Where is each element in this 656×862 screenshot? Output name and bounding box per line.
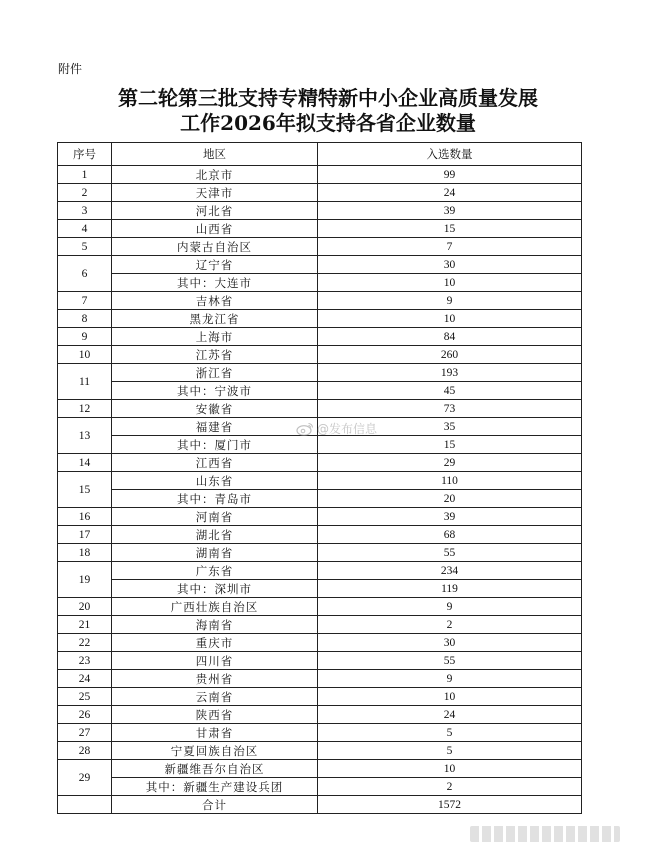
table-subrow xyxy=(58,490,582,508)
row-region: 宁夏回族自治区 xyxy=(112,742,318,760)
table-row xyxy=(58,238,582,256)
row-seq: 12 xyxy=(58,400,112,418)
weibo-icon xyxy=(296,422,314,436)
row-count: 39 xyxy=(318,508,582,526)
table-row xyxy=(58,292,582,310)
watermark-text: @发布信息 xyxy=(317,422,378,436)
table-row xyxy=(58,634,582,652)
row-region: 湖南省 xyxy=(112,544,318,562)
row-region: 山东省 xyxy=(112,472,318,490)
row-seq: 2 xyxy=(58,184,112,202)
row-count: 24 xyxy=(318,706,582,724)
row-count: 15 xyxy=(318,436,582,454)
table-row xyxy=(58,328,582,346)
row-region: 其中：厦门市 xyxy=(112,436,318,454)
table-row xyxy=(58,400,582,418)
row-seq: 10 xyxy=(58,346,112,364)
table-row xyxy=(58,184,582,202)
row-region: 河南省 xyxy=(112,508,318,526)
table-subrow xyxy=(58,382,582,400)
row-region: 其中：新疆生产建设兵团 xyxy=(112,778,318,796)
row-region: 其中：青岛市 xyxy=(112,490,318,508)
row-seq: 18 xyxy=(58,544,112,562)
table-subrow xyxy=(58,436,582,454)
row-region: 重庆市 xyxy=(112,634,318,652)
row-count: 10 xyxy=(318,688,582,706)
row-seq: 5 xyxy=(58,238,112,256)
row-region: 福建省 xyxy=(112,418,318,436)
row-count: 10 xyxy=(318,760,582,778)
row-seq: 17 xyxy=(58,526,112,544)
row-count: 73 xyxy=(318,400,582,418)
row-count: 55 xyxy=(318,544,582,562)
table-row xyxy=(58,562,582,580)
row-region: 其中：宁波市 xyxy=(112,382,318,400)
row-region: 辽宁省 xyxy=(112,256,318,274)
row-seq: 8 xyxy=(58,310,112,328)
table-row xyxy=(58,652,582,670)
total-seq-cell xyxy=(58,796,112,814)
row-count: 9 xyxy=(318,598,582,616)
table-subrow xyxy=(58,580,582,598)
row-count: 10 xyxy=(318,310,582,328)
row-seq: 3 xyxy=(58,202,112,220)
table-row xyxy=(58,166,582,184)
table-header-row xyxy=(58,143,582,166)
row-seq: 14 xyxy=(58,454,112,472)
row-count: 55 xyxy=(318,652,582,670)
table-total-row xyxy=(58,796,582,814)
table-subrow xyxy=(58,778,582,796)
row-seq: 24 xyxy=(58,670,112,688)
row-count: 2 xyxy=(318,778,582,796)
row-region: 其中：深圳市 xyxy=(112,580,318,598)
table-row xyxy=(58,724,582,742)
row-region: 其中：大连市 xyxy=(112,274,318,292)
row-seq: 13 xyxy=(58,418,112,454)
table-row xyxy=(58,220,582,238)
row-region: 新疆维吾尔自治区 xyxy=(112,760,318,778)
table-row xyxy=(58,688,582,706)
row-seq: 11 xyxy=(58,364,112,400)
row-seq: 23 xyxy=(58,652,112,670)
row-seq: 15 xyxy=(58,472,112,508)
row-count: 99 xyxy=(318,166,582,184)
row-region: 云南省 xyxy=(112,688,318,706)
table-body xyxy=(58,166,582,796)
table-row xyxy=(58,598,582,616)
row-count: 35 xyxy=(318,418,582,436)
table-row xyxy=(58,454,582,472)
row-count: 7 xyxy=(318,238,582,256)
row-region: 安徽省 xyxy=(112,400,318,418)
row-count: 260 xyxy=(318,346,582,364)
row-count: 30 xyxy=(318,256,582,274)
table-row xyxy=(58,706,582,724)
row-count: 110 xyxy=(318,472,582,490)
table-row xyxy=(58,346,582,364)
row-count: 10 xyxy=(318,274,582,292)
row-region: 吉林省 xyxy=(112,292,318,310)
row-count: 234 xyxy=(318,562,582,580)
row-seq: 27 xyxy=(58,724,112,742)
document-title-line1: 第二轮第三批支持专精特新中小企业高质量发展 xyxy=(118,86,538,110)
row-seq: 20 xyxy=(58,598,112,616)
total-label: 合计 xyxy=(112,796,318,814)
header-seq: 序号 xyxy=(58,143,112,166)
header-region: 地区 xyxy=(112,143,318,166)
row-region: 贵州省 xyxy=(112,670,318,688)
table-row xyxy=(58,526,582,544)
row-region: 上海市 xyxy=(112,328,318,346)
table-row xyxy=(58,616,582,634)
row-count: 30 xyxy=(318,634,582,652)
row-seq: 4 xyxy=(58,220,112,238)
row-count: 15 xyxy=(318,220,582,238)
table-row xyxy=(58,760,582,778)
table-row xyxy=(58,742,582,760)
row-region: 黑龙江省 xyxy=(112,310,318,328)
row-count: 119 xyxy=(318,580,582,598)
row-count: 9 xyxy=(318,292,582,310)
row-seq: 7 xyxy=(58,292,112,310)
table-row xyxy=(58,310,582,328)
row-region: 广东省 xyxy=(112,562,318,580)
row-region: 海南省 xyxy=(112,616,318,634)
row-region: 山西省 xyxy=(112,220,318,238)
row-region: 甘肃省 xyxy=(112,724,318,742)
row-region: 内蒙古自治区 xyxy=(112,238,318,256)
row-region: 江西省 xyxy=(112,454,318,472)
row-region: 浙江省 xyxy=(112,364,318,382)
row-seq: 25 xyxy=(58,688,112,706)
row-seq: 9 xyxy=(58,328,112,346)
row-count: 24 xyxy=(318,184,582,202)
quota-table xyxy=(57,142,582,814)
header-count: 入选数量 xyxy=(318,143,582,166)
row-region: 陕西省 xyxy=(112,706,318,724)
row-region: 河北省 xyxy=(112,202,318,220)
table-row xyxy=(58,670,582,688)
row-count: 20 xyxy=(318,490,582,508)
table-row xyxy=(58,508,582,526)
bottom-watermark-strip xyxy=(470,826,620,842)
row-seq: 19 xyxy=(58,562,112,598)
row-region: 广西壮族自治区 xyxy=(112,598,318,616)
row-count: 5 xyxy=(318,724,582,742)
row-region: 天津市 xyxy=(112,184,318,202)
watermark xyxy=(296,420,377,437)
row-seq: 28 xyxy=(58,742,112,760)
row-seq: 22 xyxy=(58,634,112,652)
table-row xyxy=(58,472,582,490)
row-seq: 1 xyxy=(58,166,112,184)
row-count: 39 xyxy=(318,202,582,220)
attachment-label: 附件 xyxy=(58,62,83,76)
table-row xyxy=(58,256,582,274)
row-seq: 26 xyxy=(58,706,112,724)
row-count: 5 xyxy=(318,742,582,760)
table-row xyxy=(58,202,582,220)
total-count: 1572 xyxy=(318,796,582,814)
row-count: 45 xyxy=(318,382,582,400)
row-seq: 29 xyxy=(58,760,112,796)
row-region: 北京市 xyxy=(112,166,318,184)
row-seq: 6 xyxy=(58,256,112,292)
row-count: 68 xyxy=(318,526,582,544)
table-row xyxy=(58,544,582,562)
row-count: 2 xyxy=(318,616,582,634)
row-count: 84 xyxy=(318,328,582,346)
row-region: 江苏省 xyxy=(112,346,318,364)
table-subrow xyxy=(58,274,582,292)
row-count: 9 xyxy=(318,670,582,688)
row-region: 湖北省 xyxy=(112,526,318,544)
row-count: 29 xyxy=(318,454,582,472)
row-seq: 21 xyxy=(58,616,112,634)
row-region: 四川省 xyxy=(112,652,318,670)
document-title-line2: 工作2026年拟支持各省企业数量 xyxy=(180,111,476,135)
row-seq: 16 xyxy=(58,508,112,526)
row-count: 193 xyxy=(318,364,582,382)
table-row xyxy=(58,364,582,382)
